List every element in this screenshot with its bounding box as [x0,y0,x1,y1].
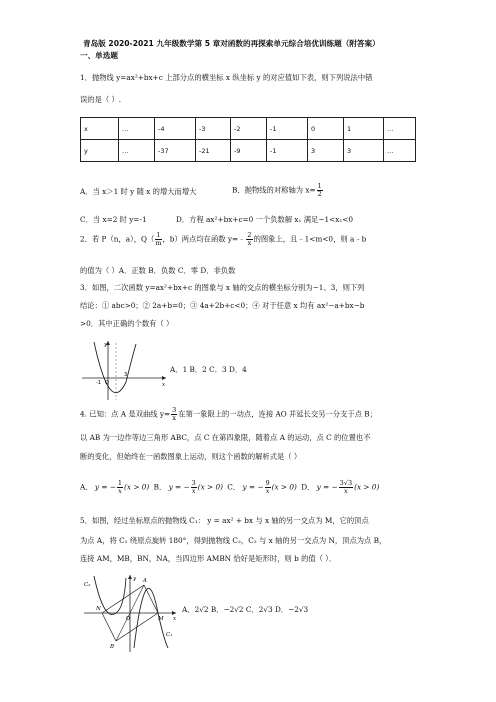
origin-label: O [105,380,109,386]
table-cell: 3 [308,140,344,162]
q5-options: A．2√2 B．−2√2 C．2√3 D．−2√3 [182,605,309,614]
fraction-denominator: x [118,487,122,495]
q4-text: 在第一象限上的一动点，连接 AO 并延长交另一分支于点 B； [178,409,377,419]
q3-parabola-figure [80,338,170,402]
table-cell: 3 [344,140,384,162]
q2-text: ，b）两点均在函数 y=﹣ [162,234,246,244]
q4-option-d-label: D． [301,482,315,492]
table-row-y [81,140,416,162]
tick-label: -1 [96,380,101,386]
q1-option-a: A．当 x＞1 时 y 随 x 的增大而增大 [80,187,197,196]
q4-stem-line1 [80,407,377,422]
q4-options [80,480,379,495]
q1-option-b [232,183,324,198]
section-heading: 一、单选题 [80,51,118,60]
fraction [317,183,323,198]
q5-rectangle-figure [80,572,180,654]
q3-stem-line1: 3．如图，二次函数 y=ax²+bx+c 的图象与 x 轴的交点的横坐标分别为−1、3，则下列 [80,283,365,292]
fraction-denominator: x [265,487,270,495]
q4-option-d-lhs: y = − [316,482,338,492]
curve-c1-label: C₁ [166,632,173,638]
q1-option-d: D．方程 ax²+bx+c=0 一个负数解 x₁ 满足−1<x₁<0 [176,215,354,224]
q1-value-table [80,117,416,162]
fraction-denominator: x [344,487,348,495]
fraction-numerator: 3 [172,406,177,414]
fraction [155,232,161,247]
page-title: 青岛版 2020-2021 九年级数学第 5 章对函数的再探索单元综合培优训练题（附答案） [83,39,380,48]
table-cell: 1 [344,118,384,140]
x-axis-arrow [172,611,176,615]
fraction-numerator: 3√3 [339,479,353,487]
table-cell: … [384,118,416,140]
q5-stem-line1: 5．如图，经过坐标原点的抛物线 C₁： y = ax² + bx 与 x 轴的另一交点为 M，它的顶点 [80,516,369,525]
fraction [265,480,271,495]
y-axis-label: y [104,342,108,348]
table-cell: y [81,140,119,162]
segment-mb [116,613,158,641]
table-cell: … [119,118,155,140]
table-cell: 0 [308,118,344,140]
q1-stem-line2: 误的是（ ）. [80,95,122,104]
table-cell: -1 [267,140,308,162]
q5-stem-line2: 为点 A，将 C₁ 绕原点旋转 180°，得到抛物线 C₂，C₂ 与 x 轴的另一交点为 N，顶点为点 B， [80,536,387,545]
fraction-denominator: m [155,239,162,247]
fraction-numerator: 3 [191,479,196,487]
q4-option-b-lhs: y = − [168,482,190,492]
table-cell: -37 [155,140,196,162]
q1-option-b-text: B．抛物线的对称轴为 x= [232,185,316,195]
q3-options: A．1 B．2 C．3 D．4 [170,365,247,374]
fraction-numerator: 1 [317,182,322,190]
q4-option-a-condition: (x > 0) [124,482,150,492]
table-cell: … [119,140,155,162]
segment-am [144,585,158,613]
q4-option-d-condition: (x > 0) [354,482,380,492]
x-axis-label: x [162,382,166,388]
table-cell: -1 [267,118,308,140]
curve-c2-label: C₂ [84,582,91,588]
q4-option-c-condition: (x > 0) [271,482,297,492]
q4-option-c-lhs: y = − [242,482,264,492]
fraction [246,232,252,247]
parabola-curve [126,344,136,382]
q2-stem-line2: 的值为（ ）A．正数 B．负数 C．零 D．非负数 [80,266,236,275]
fraction-denominator: x [247,239,252,247]
x-axis-arrow [162,376,166,380]
q1-option-c: C．当 x=2 时 y=-1 [80,215,147,224]
q4-option-b-label: B． [153,482,167,492]
point-a-label: A [143,578,147,584]
fraction-denominator: x [191,487,196,495]
table-cell: -9 [231,140,267,162]
y-axis-label: y [133,576,137,582]
table-cell: … [384,140,416,162]
q2-text: 的图象上，且﹣1<m<0，则 a﹣b [253,234,367,244]
table-row-x [81,118,416,140]
q2-text: 2．若 P（n，a），Q（ [80,234,155,244]
tick-label: 3 [124,372,128,378]
q3-stem-line2: 结论：① abc>0；② 2a+b=0；③ 4a+2b+c<0；④ 对于任意 x 均有 ax²−a+bx−b [80,301,365,310]
fraction-numerator: 2 [247,231,252,239]
table-cell: x [81,118,119,140]
q3-stem-line3: >0．其中正确的个数有（ ） [80,319,174,328]
table-cell: -3 [196,118,231,140]
y-axis-arrow [128,575,132,579]
q4-text: 4. 已知：点 A 是双曲线 y= [80,409,171,419]
q1-stem-line1: 1．抛物线 y=ax²+bx+c 上部分点的横坐标 x 纵坐标 y 的对应值如下表，则下列说法中错 [80,73,373,82]
table-cell: -4 [155,118,196,140]
fraction [191,480,197,495]
q4-stem-line3: 断的变化，但始终在一函数图象上运动，则这个函数的解析式是（ ） [80,452,302,461]
fraction [117,480,123,495]
q4-option-a-lhs: y = − [94,482,116,492]
q4-option-b-condition: (x > 0) [197,482,223,492]
parabola-c2 [116,578,126,613]
fraction-numerator: 1 [117,479,123,487]
fraction-denominator: 2 [317,190,322,198]
q5-stem-line3: 连接 AM，MB，BN，NA，当四边形 AMBN 恰好是矩形时，则 b 的值（ ）． [80,554,337,563]
point-n-label: N [96,606,101,612]
q4-stem-line2: 以 AB 为一边作等边三角形 ABC，点 C 在第四象限，随着点 A 的运动，点 C 的位置也不 [80,433,371,442]
fraction [339,480,353,495]
origin-label: O [126,616,130,622]
segment-bn [102,613,116,641]
fraction-numerator: 9 [265,479,270,487]
point-b-label: B [110,644,115,650]
table-cell: -21 [196,140,231,162]
x-axis-label: x [173,616,177,622]
segment-na [102,585,144,613]
fraction-numerator: 1 [156,231,161,239]
fraction [171,407,177,422]
point-m-label: M [158,616,164,622]
fraction-denominator: x [172,414,177,422]
q4-option-a-label: A． [80,482,93,492]
q4-option-c-label: C． [227,482,241,492]
q2-stem-line1 [80,232,366,247]
table-cell: -2 [231,118,267,140]
